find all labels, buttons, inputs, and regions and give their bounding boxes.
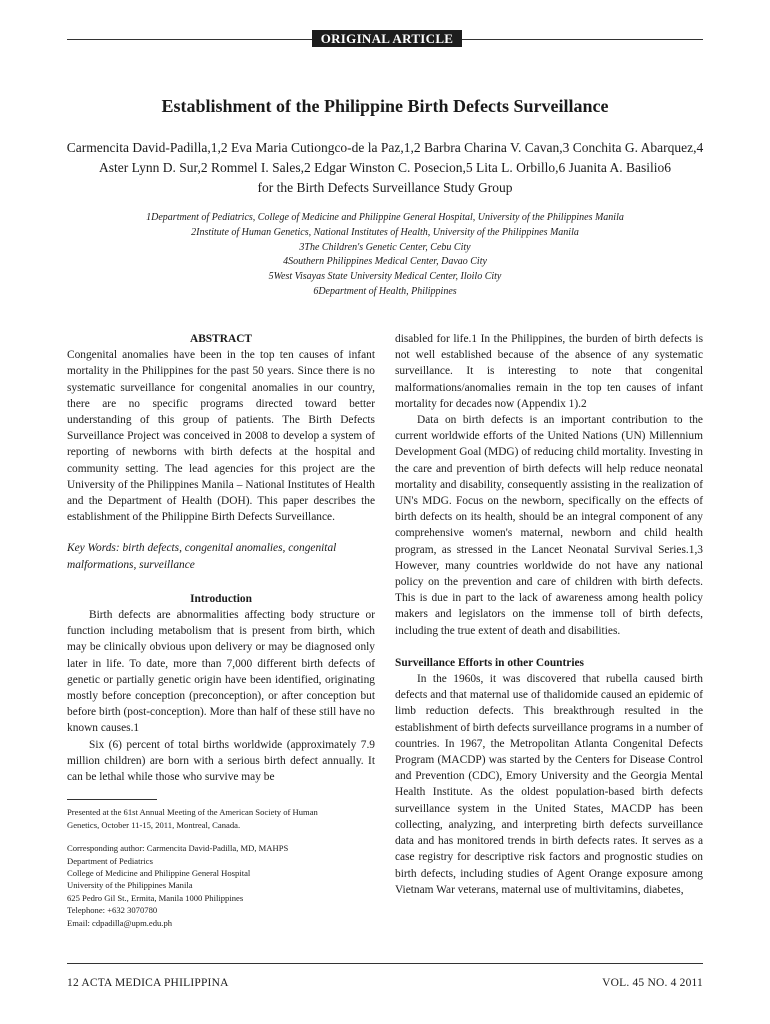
footnote-line: Email: cdpadilla@upm.edu.ph [67, 917, 173, 928]
footer-volume: VOL. 45 NO. 4 2011 [602, 977, 703, 989]
author-list [40, 138, 730, 198]
abstract-text: Congenital anomalies have been in the top ten causes of infant mortality in the Philippines for the past 50 years. Since there is no systematic surveillance for congenital anomalies in our country, there are no specific programs directed toward better understanding of this group of patients. The Birth Defects Surveillance Project was conceived in 2008 to develop a system of reporting of newborns with birth defects at the hospital and community setting. The lead agencies for this project are the University of the Philippines Manila – National Institutes of Health and the Department of Health (DOH). This paper describes the establishment of the Philippine Birth Defects Surveillance. [67, 349, 375, 524]
right-column [395, 331, 703, 898]
footnote-line: Genetics, October 11-15, 2011, Montreal, Canada. [67, 819, 241, 830]
keywords: Key Words: birth defects, congenital anomalies, congenital malformations, surveillance [67, 542, 337, 571]
article-title: Establishment of the Philippine Birth Defects Surveillance [161, 96, 609, 116]
footnote-line: Presented at the 61st Annual Meeting of the American Society of Human [67, 807, 318, 818]
affiliations [40, 211, 730, 300]
author-line-1: Carmencita David-Padilla,1,2 Eva Maria Cutiongco-de la Paz,1,2 Barbra Charina V. Cavan,3 Conchita G. Abarquez,4 [66, 140, 704, 155]
introduction-paragraph-2: Six (6) percent of total births worldwide (approximately 7.9 million children) are born with a serious birth defect annually. It can be lethal while those who survive may be [67, 738, 375, 784]
body-paragraph-3: In the 1960s, it was discovered that rubella caused birth defects and that maternal use of thalidomide caused an epidemic of limb reduction defects. This breakthrough resulted in the establishment of birth defects surveillance programs in a number of countries. In 1967, the Metropolitan Atlanta Congenital Defects Program (MACDP) was started by the Centers for Disease Control and Prevention (CDC), Emory University and the Georgia Mental Health Institute. As the oldest population-based birth defects surveillance system in the United States, MACDP has been collecting, analyzing, and interpreting birth defects surveillance data and has monitored trends in birth defects rates. It serves as a case registry for descriptive risk factors and prognostic studies on birth defects, including studies of Agent Orange exposure among Vietnam War veterans, maternal use of multivitamins, diabetes, [395, 673, 703, 896]
footnote-line: University of the Philippines Manila [67, 880, 193, 891]
abstract-heading: ABSTRACT [189, 333, 253, 345]
affiliation-1: 1Department of Pediatrics, College of Medicine and Philippine General Hospital, University of the Philippines Manila [146, 212, 624, 223]
footer-rule [67, 963, 703, 964]
body-paragraph-1: disabled for life.1 In the Philippines, the burden of birth defects is not well established because of the absence of any systematic surveillance. It is interesting to note that congenital malformations/anomalies remain in the top ten causes of infant mortality for decades now (Appendix 1).2 [395, 333, 703, 410]
footnote-line: Corresponding author: Carmencita David-Padilla, MD, MAHPS [67, 843, 289, 854]
footnote-presented [67, 806, 375, 831]
affiliation-2: 2Institute of Human Genetics, National Institutes of Health, University of the Philippines Manila [191, 226, 579, 238]
footnote-correspondence [67, 842, 375, 929]
footnote-line: 625 Pedro Gil St., Ermita, Manila 1000 Philippines [67, 892, 244, 903]
affiliation-6: 6Department of Health, Philippines [313, 285, 457, 297]
author-line-2: Aster Lynn D. Sur,2 Rommel I. Sales,2 Edgar Winston C. Posecion,5 Lita L. Orbillo,6 Juanita A. Basilio6 [99, 160, 671, 175]
footnote-line: College of Medicine and Philippine General Hospital [67, 867, 251, 878]
affiliation-3: 3The Children's Genetic Center, Cebu City [299, 241, 471, 253]
affiliation-5: 5West Visayas State University Medical Center, Iloilo City [268, 271, 502, 283]
introduction-paragraph-1: Birth defects are abnormalities affecting body structure or function including metabolism that is present from birth, which may be clinically obvious upon delivery or may be diagnosed only later in life. To date, more than 7,000 different birth defects of genetic or partially genetic origin have been identified, originating mostly before conception (preconception), or after conception but before birth (post-conception). More than half of these still have no known causes.1 [67, 609, 375, 735]
introduction-heading: Introduction [190, 592, 252, 605]
footer-journal: 12 ACTA MEDICA PHILIPPINA [67, 977, 229, 989]
left-column [67, 331, 375, 929]
author-line-3: for the Birth Defects Surveillance Study Group [257, 180, 513, 195]
footnote-line: Department of Pediatrics [67, 855, 153, 866]
affiliation-4: 4Southern Philippines Medical Center, Davao City [283, 256, 487, 268]
body-paragraph-2: Data on birth defects is an important contribution to the current worldwide efforts of the United Nations (UN) Millennium Development Goal (MDG) of reducing child mortality. Investing in the care and prevention of birth defects will help reduce neonatal mortality and disability, consequently assisting in the realization of UN's MDG. Focus on the newborn, specifically on the effects of birth defects on its health, should be an integral component of any comprehensive women's maternal, newborn and child health program, as stressed in the Lancet Neonatal Survival Series.1,3 However, many countries worldwide do not have any national policy on the prevention and care of children with birth defects. This is due in part to the lack of awareness among health policy makers and legislators on the immense toll of birth defects, including the true extent of death and disabilities. [395, 414, 703, 637]
footnote-line: Telephone: +632 3070780 [67, 905, 158, 916]
section-heading-surveillance: Surveillance Efforts in other Countries [395, 656, 584, 669]
footnote-rule [67, 799, 157, 800]
article-type-badge: ORIGINAL ARTICLE [312, 30, 462, 47]
